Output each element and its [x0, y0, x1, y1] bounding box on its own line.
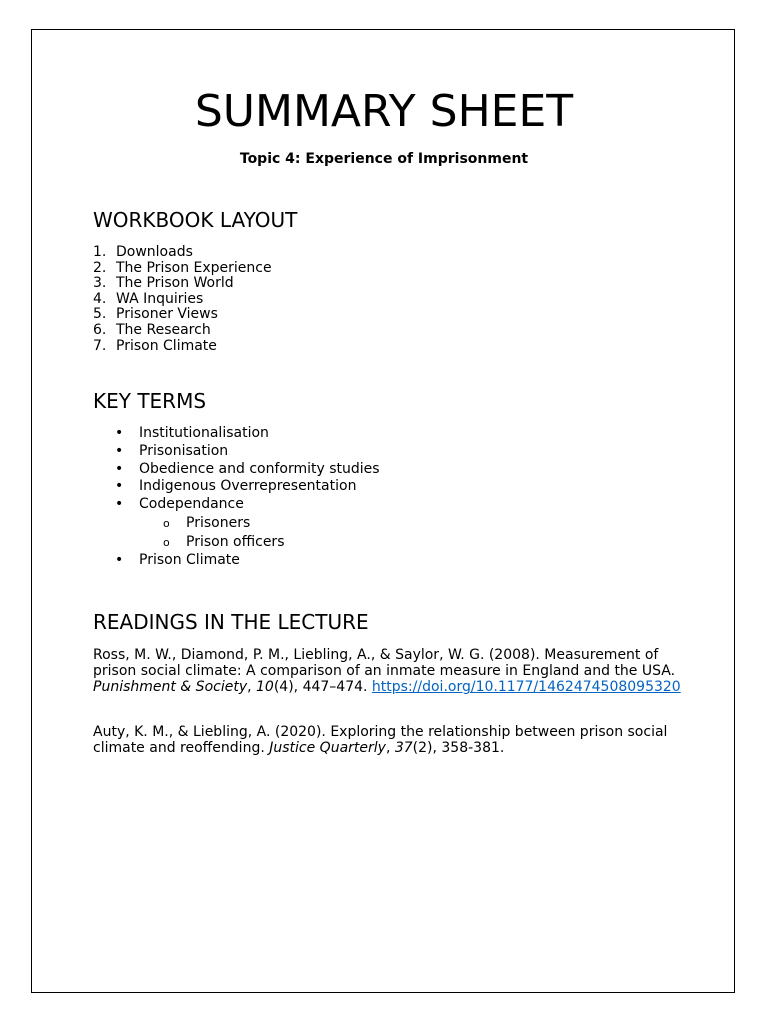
- bullet-icon: •: [115, 460, 124, 477]
- bullet-icon: •: [115, 442, 124, 459]
- sub-list-item: o Prison officers: [163, 533, 285, 550]
- list-item: • Institutionalisation: [115, 425, 269, 441]
- list-item: • Indigenous Overrepresentation: [115, 478, 357, 495]
- workbook-layout-heading: WORKBOOK LAYOUT: [93, 208, 298, 232]
- list-item: 5. Prisoner Views: [93, 306, 218, 323]
- bullet-icon: •: [115, 496, 124, 513]
- key-terms-heading: KEY TERMS: [93, 389, 207, 413]
- readings-heading: READINGS IN THE LECTURE: [93, 610, 369, 634]
- list-item: • Obedience and conformity studies: [115, 460, 380, 477]
- page-subtitle: Topic 4: Experience of Imprisonment: [239, 151, 529, 167]
- page-title: SUMMARY SHEET: [194, 86, 574, 137]
- list-item: 6. The Research: [93, 321, 211, 338]
- reference-auty-2020: Auty, K. M., & Liebling, A. (2020). Exploring the relationship between prison social climate and reoffending. Justice Quarterly, 37(2), 358-381.: [93, 724, 668, 757]
- list-item: 3. The Prison World: [93, 275, 234, 292]
- sub-list-item: o Prisoners: [163, 514, 251, 531]
- list-item: 7. Prison Climate: [93, 337, 217, 354]
- key-terms-list: [93, 425, 380, 570]
- bullet-icon: •: [115, 551, 124, 568]
- list-item: 1. Downloads: [93, 244, 193, 260]
- hollow-bullet-icon: o: [163, 516, 170, 530]
- doi-link[interactable]: https://doi.org/10.1177/1462474508095320: [371, 679, 681, 696]
- bullet-icon: •: [115, 478, 124, 495]
- list-item: • Prison Climate: [115, 551, 240, 568]
- list-item: 2. The Prison Experience: [93, 259, 272, 276]
- list-item: • Codependance: [115, 496, 244, 513]
- bullet-icon: •: [115, 425, 124, 441]
- list-item: • Prisonisation: [115, 442, 229, 459]
- hollow-bullet-icon: o: [163, 535, 170, 549]
- list-item: 4. WA Inquiries: [93, 290, 204, 307]
- reference-ross-2008: Ross, M. W., Diamond, P. M., Liebling, A., & Saylor, W. G. (2008). Measurement of prison social climate: A comparison of an inmate measure in England and the USA. Punishment & Society, 10(4), 447–474. https://doi.org/10.1177/1462474508095320: [93, 647, 681, 696]
- workbook-layout-list: [93, 245, 272, 354]
